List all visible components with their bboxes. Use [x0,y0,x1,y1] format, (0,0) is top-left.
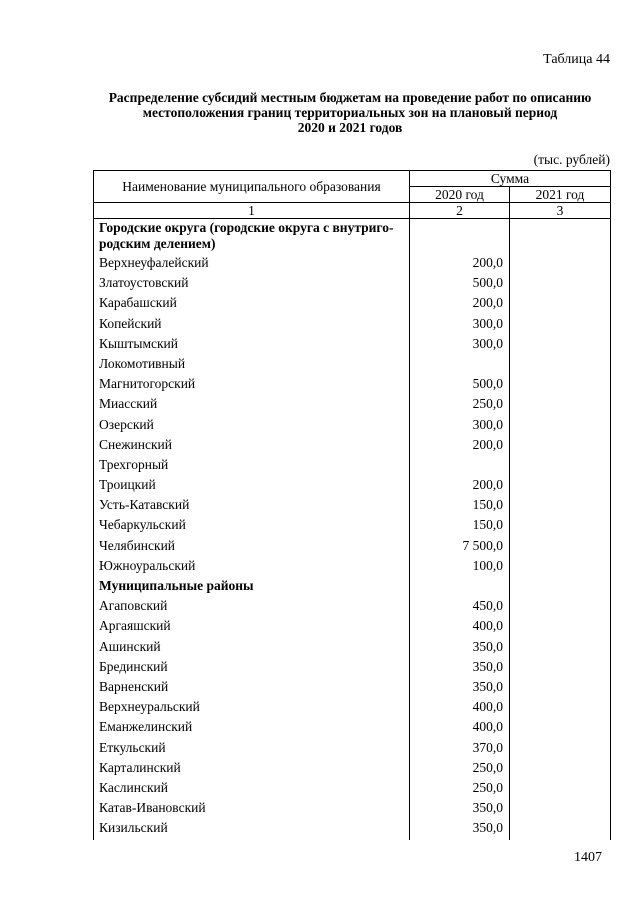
amount-2020-cell: 200,0 [410,255,510,275]
page-number: 1407 [574,850,602,865]
table-row [94,356,611,376]
amount-2020-cell: 370,0 [410,740,510,760]
table-row [94,780,611,800]
municipality-name-cell: Аргаяшский [94,618,410,638]
amount-2020-cell: 200,0 [410,295,510,315]
table-row [94,275,611,295]
subsidy-table [93,170,611,840]
municipality-name-cell: Карабашский [94,295,410,315]
amount-2020-cell: 200,0 [410,437,510,457]
amount-2020-cell: 400,0 [410,699,510,719]
table-row [94,639,611,659]
column-header-name: Наименование муниципального образования [94,171,410,203]
amount-2021-cell [510,517,611,537]
amount-2020-cell: 150,0 [410,517,510,537]
amount-2020-cell: 400,0 [410,618,510,638]
amount-2021-cell [510,820,611,840]
amount-2021-cell [510,639,611,659]
document-title [80,90,620,135]
amount-2021-cell [510,376,611,396]
municipality-name-cell: Миасский [94,396,410,416]
amount-2020-cell: 350,0 [410,679,510,699]
table-row [94,316,611,336]
amount-2020-cell [410,578,510,598]
municipality-name-cell: Агаповский [94,598,410,618]
table-row [94,295,611,315]
amount-2020-cell: 350,0 [410,820,510,840]
amount-2020-cell: 250,0 [410,396,510,416]
municipality-name-cell: Чебаркульский [94,517,410,537]
table-row [94,659,611,679]
amount-2021-cell [510,219,611,256]
amount-2021-cell [510,255,611,275]
amount-2021-cell [510,538,611,558]
amount-2020-cell [410,219,510,256]
title-line: 2020 и 2021 годов [297,120,403,135]
municipality-name-cell: Снежинский [94,437,410,457]
municipality-name-cell: Катав-Ивановский [94,800,410,820]
municipality-name-cell: Кизильский [94,820,410,840]
municipality-name-cell: Троицкий [94,477,410,497]
amount-2021-cell [510,336,611,356]
amount-2021-cell [510,316,611,336]
municipality-name-cell: Челябинский [94,538,410,558]
table-row [94,255,611,275]
table-row [94,457,611,477]
table-row [94,618,611,638]
municipality-name-cell: Локомотивный [94,356,410,376]
column-number-3: 3 [510,203,611,219]
municipality-name-cell: Усть-Катавский [94,497,410,517]
table-row [94,800,611,820]
municipality-name-cell: Варненский [94,679,410,699]
table-row [94,336,611,356]
table-row [94,538,611,558]
amount-2020-cell: 350,0 [410,639,510,659]
municipality-name-cell: Городские округа (городские округа с внутриго-родским делением) [94,219,410,256]
table-row [94,719,611,739]
table-body [94,219,611,841]
amount-2020-cell: 100,0 [410,558,510,578]
amount-2021-cell [510,295,611,315]
amount-2020-cell: 350,0 [410,659,510,679]
table-row [94,598,611,618]
section-header-row [94,578,611,598]
amount-2021-cell [510,719,611,739]
amount-2020-cell: 300,0 [410,336,510,356]
table-row [94,417,611,437]
municipality-name-cell: Копейский [94,316,410,336]
table-row [94,760,611,780]
municipality-name-cell: Златоустовский [94,275,410,295]
municipality-name-cell: Брединский [94,659,410,679]
table-row [94,740,611,760]
amount-2020-cell: 250,0 [410,760,510,780]
municipality-name-cell: Кыштымский [94,336,410,356]
municipality-name-cell: Ашинский [94,639,410,659]
table-number-label: Таблица 44 [543,52,610,67]
amount-2020-cell: 500,0 [410,275,510,295]
title-line: Распределение субсидий местным бюджетам на проведение работ по описанию [108,90,592,105]
amount-2021-cell [510,457,611,477]
amount-2021-cell [510,275,611,295]
amount-2020-cell: 200,0 [410,477,510,497]
table-row [94,820,611,840]
municipality-name-cell: Карталинский [94,760,410,780]
municipality-name-cell: Озерский [94,417,410,437]
amount-2021-cell [510,780,611,800]
amount-2020-cell: 150,0 [410,497,510,517]
amount-2021-cell [510,578,611,598]
table-row [94,558,611,578]
amount-2021-cell [510,497,611,517]
amount-2021-cell [510,699,611,719]
amount-2020-cell: 350,0 [410,800,510,820]
amount-2021-cell [510,659,611,679]
amount-2021-cell [510,679,611,699]
amount-2020-cell [410,356,510,376]
amount-2020-cell [410,457,510,477]
table-row [94,376,611,396]
municipality-name-cell: Еткульский [94,740,410,760]
table-row [94,517,611,537]
column-number-2: 2 [410,203,510,219]
amount-2021-cell [510,740,611,760]
amount-2021-cell [510,437,611,457]
amount-2021-cell [510,417,611,437]
table-row [94,699,611,719]
column-number-1: 1 [94,203,410,219]
municipality-name-cell: Каслинский [94,780,410,800]
municipality-name-cell: Южноуральский [94,558,410,578]
table-row [94,497,611,517]
table-row [94,396,611,416]
amount-2020-cell: 400,0 [410,719,510,739]
column-header-2020: 2020 год [410,187,510,203]
municipality-name-cell: Верхнеуральский [94,699,410,719]
municipality-name-cell: Муниципальные районы [94,578,410,598]
section-header-row [94,219,611,256]
municipality-name-cell: Верхнеуфалейский [94,255,410,275]
amount-2021-cell [510,558,611,578]
amount-2021-cell [510,760,611,780]
municipality-name-cell: Трехгорный [94,457,410,477]
amount-2021-cell [510,618,611,638]
amount-2021-cell [510,800,611,820]
amount-2021-cell [510,598,611,618]
amount-2021-cell [510,477,611,497]
title-line: местоположения границ территориальных зон на плановый период [142,105,558,120]
amount-2021-cell [510,356,611,376]
amount-2020-cell: 450,0 [410,598,510,618]
table-row [94,477,611,497]
amount-2021-cell [510,396,611,416]
units-label: (тыс. рублей) [533,152,610,167]
amount-2020-cell: 300,0 [410,316,510,336]
column-header-2021: 2021 год [510,187,611,203]
amount-2020-cell: 250,0 [410,780,510,800]
column-header-sum: Сумма [410,171,611,187]
table-row [94,679,611,699]
municipality-name-cell: Магнитогорский [94,376,410,396]
amount-2020-cell: 7 500,0 [410,538,510,558]
amount-2020-cell: 300,0 [410,417,510,437]
amount-2020-cell: 500,0 [410,376,510,396]
municipality-name-cell: Еманжелинский [94,719,410,739]
table-row [94,437,611,457]
